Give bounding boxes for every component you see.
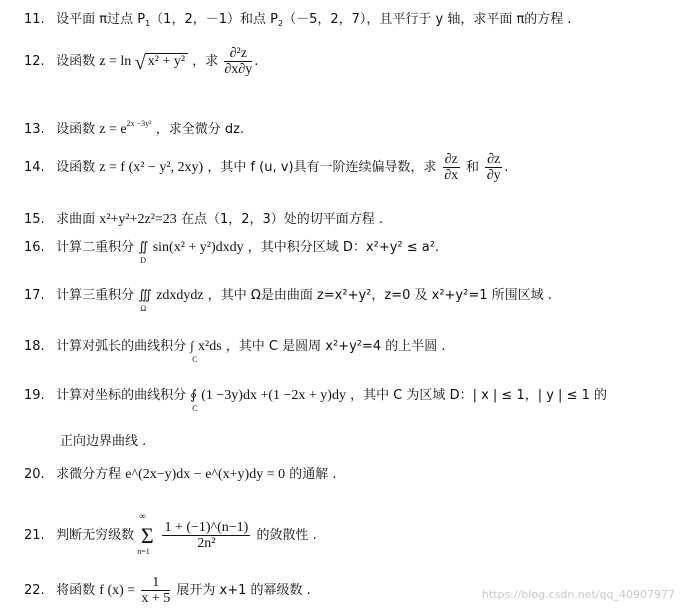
problem-text: 计算对弧长的曲线积分 xyxy=(56,339,187,354)
formula: f (x) = xyxy=(99,583,136,598)
triple-integral-sign: ∭ Ω xyxy=(138,287,153,313)
problem-text: 判断无穷级数 xyxy=(56,528,135,543)
problem-number: 16. xyxy=(24,240,45,255)
problem-text: 求微分方程 xyxy=(56,467,122,482)
problem-text: 正向边界曲线 . xyxy=(60,434,147,449)
formula: x²+y²+2z²=23 xyxy=(99,212,177,227)
double-integral-sign: ∬ D xyxy=(138,239,149,265)
problem-text: 将函数 xyxy=(56,583,96,598)
problem-13: 13. 设函数 $z = e^{2x -3y^2}$ ，求全微分 dz. xyxy=(24,119,245,137)
contour-integral-sign: ∮ C xyxy=(190,387,198,413)
formula: sin(x² + y²)dxdy xyxy=(152,240,244,255)
integral-sign: ∫ C xyxy=(190,338,198,364)
problem-17: 17. 计算三重积分 ∭ Ω zdxdydz ，其中 Ω是由曲面 z=x²+y²，z=0 及 x²+y²=1 所围区域 . xyxy=(24,287,552,313)
formula: (1 −3y)dx +(1 −2x + y)dy xyxy=(201,388,346,403)
formula: e^(2x−y)dx − e^(x+y)dy = 0 xyxy=(125,467,286,482)
problem-number: 20. xyxy=(24,467,45,482)
problem-number: 21. xyxy=(24,528,45,543)
problem-text: 设函数 xyxy=(56,122,96,137)
problem-22: 22. 将函数 f (x) = $\frac{1}{x + 5}$ 展开为 x+1 的幂级数 . xyxy=(24,575,311,606)
problem-number: 11. xyxy=(24,12,45,27)
problem-number: 19. xyxy=(24,388,45,403)
problem-21: 21. 判断无穷级数 Σ ∞ n=1 $\frac{1 + (-1)\^{}(n-1)}{\text{2n²}}$ 的敛散性 . xyxy=(24,511,317,556)
problem-text: 设函数 xyxy=(56,160,96,175)
problem-text: 计算二重积分 xyxy=(56,240,135,255)
fraction: $\frac{1 + (-1)\^{}(n-1)}{\text{2n²}}$ xyxy=(164,520,249,551)
formula: zdxdydz xyxy=(156,288,204,303)
fraction: $\frac{\partial z}{\partial y}$ xyxy=(486,152,501,183)
problem-number: 14. xyxy=(24,160,45,175)
problem-number: 15. xyxy=(24,212,45,227)
problem-18: 18. 计算对弧长的曲线积分 ∫ C x²ds ，其中 C 是圆周 x²+y²=4 的上半圆 . xyxy=(24,338,446,364)
problem-19: 19. 计算对坐标的曲线积分 ∮ C (1 −3y)dx +(1 −2x + y)dy ，其中 C 为区域 D：| x | ≤ 1，| y | ≤ 1 的 xyxy=(24,387,608,413)
fraction: $\frac{\partial z}{\partial x}$ xyxy=(444,152,459,183)
problem-text: 计算对坐标的曲线积分 xyxy=(56,388,187,403)
problem-text: 设函数 xyxy=(56,54,96,69)
fraction: $\frac{\text{∂²z}}{\partial x\partial y}$ xyxy=(224,46,253,77)
problem-text: 计算三重积分 xyxy=(56,288,135,303)
problem-16: 16. 计算二重积分 ∬ D sin(x² + y²)dxdy ，其中积分区域 D：x²+y² ≤ a². xyxy=(24,239,440,265)
problem-number: 13. xyxy=(24,122,45,137)
problem-number: 22. xyxy=(24,583,45,598)
problem-text: 求曲面 xyxy=(56,212,96,227)
formula: z = ln √ x² + y² xyxy=(99,54,188,69)
problem-19-continued xyxy=(60,430,675,449)
formula: z = f (x² − y², 2xy) xyxy=(99,160,204,175)
watermark: https://blog.csdn.net/qq_40907977 xyxy=(481,588,675,601)
problem-text: 设平面 π过点 $P_1(1$，2，－1）和点 $P_2(-5$，2，7），且平行于 y 轴，求平面 π的方程 . xyxy=(56,12,572,28)
problem-14: 14. 设函数 z = f (x² − y², 2xy) ，其中 f (u, v)具有一阶连续偏导数，求 $\frac{\partial z}{\partial x}$ 和 $\frac{\partial z}{\partial y}$ . xyxy=(24,152,509,183)
problem-number: 17. xyxy=(24,288,45,303)
fraction: $\frac{1}{x + 5}$ xyxy=(141,575,171,606)
formula: x²ds xyxy=(198,339,222,354)
formula: $z = e^{2x -3y^2}$ xyxy=(99,119,152,137)
problem-15: 15. 求曲面 x²+y²+2z²=23 在点（1，2，3）处的切平面方程 . xyxy=(24,212,384,227)
problem-12: 12. 设函数 z = ln √ x² + y² ，求 $\frac{\text{∂²z}}{\partial x\partial y}$ . xyxy=(24,46,259,77)
problem-20: 20. 求微分方程 e^(2x−y)dx − e^(x+y)dy = 0 的通解 . xyxy=(24,467,337,482)
problem-number: 18. xyxy=(24,339,45,354)
problem-11 xyxy=(24,8,675,27)
problem-number: 12. xyxy=(24,54,45,69)
summation-sign: Σ ∞ n=1 xyxy=(137,511,154,556)
